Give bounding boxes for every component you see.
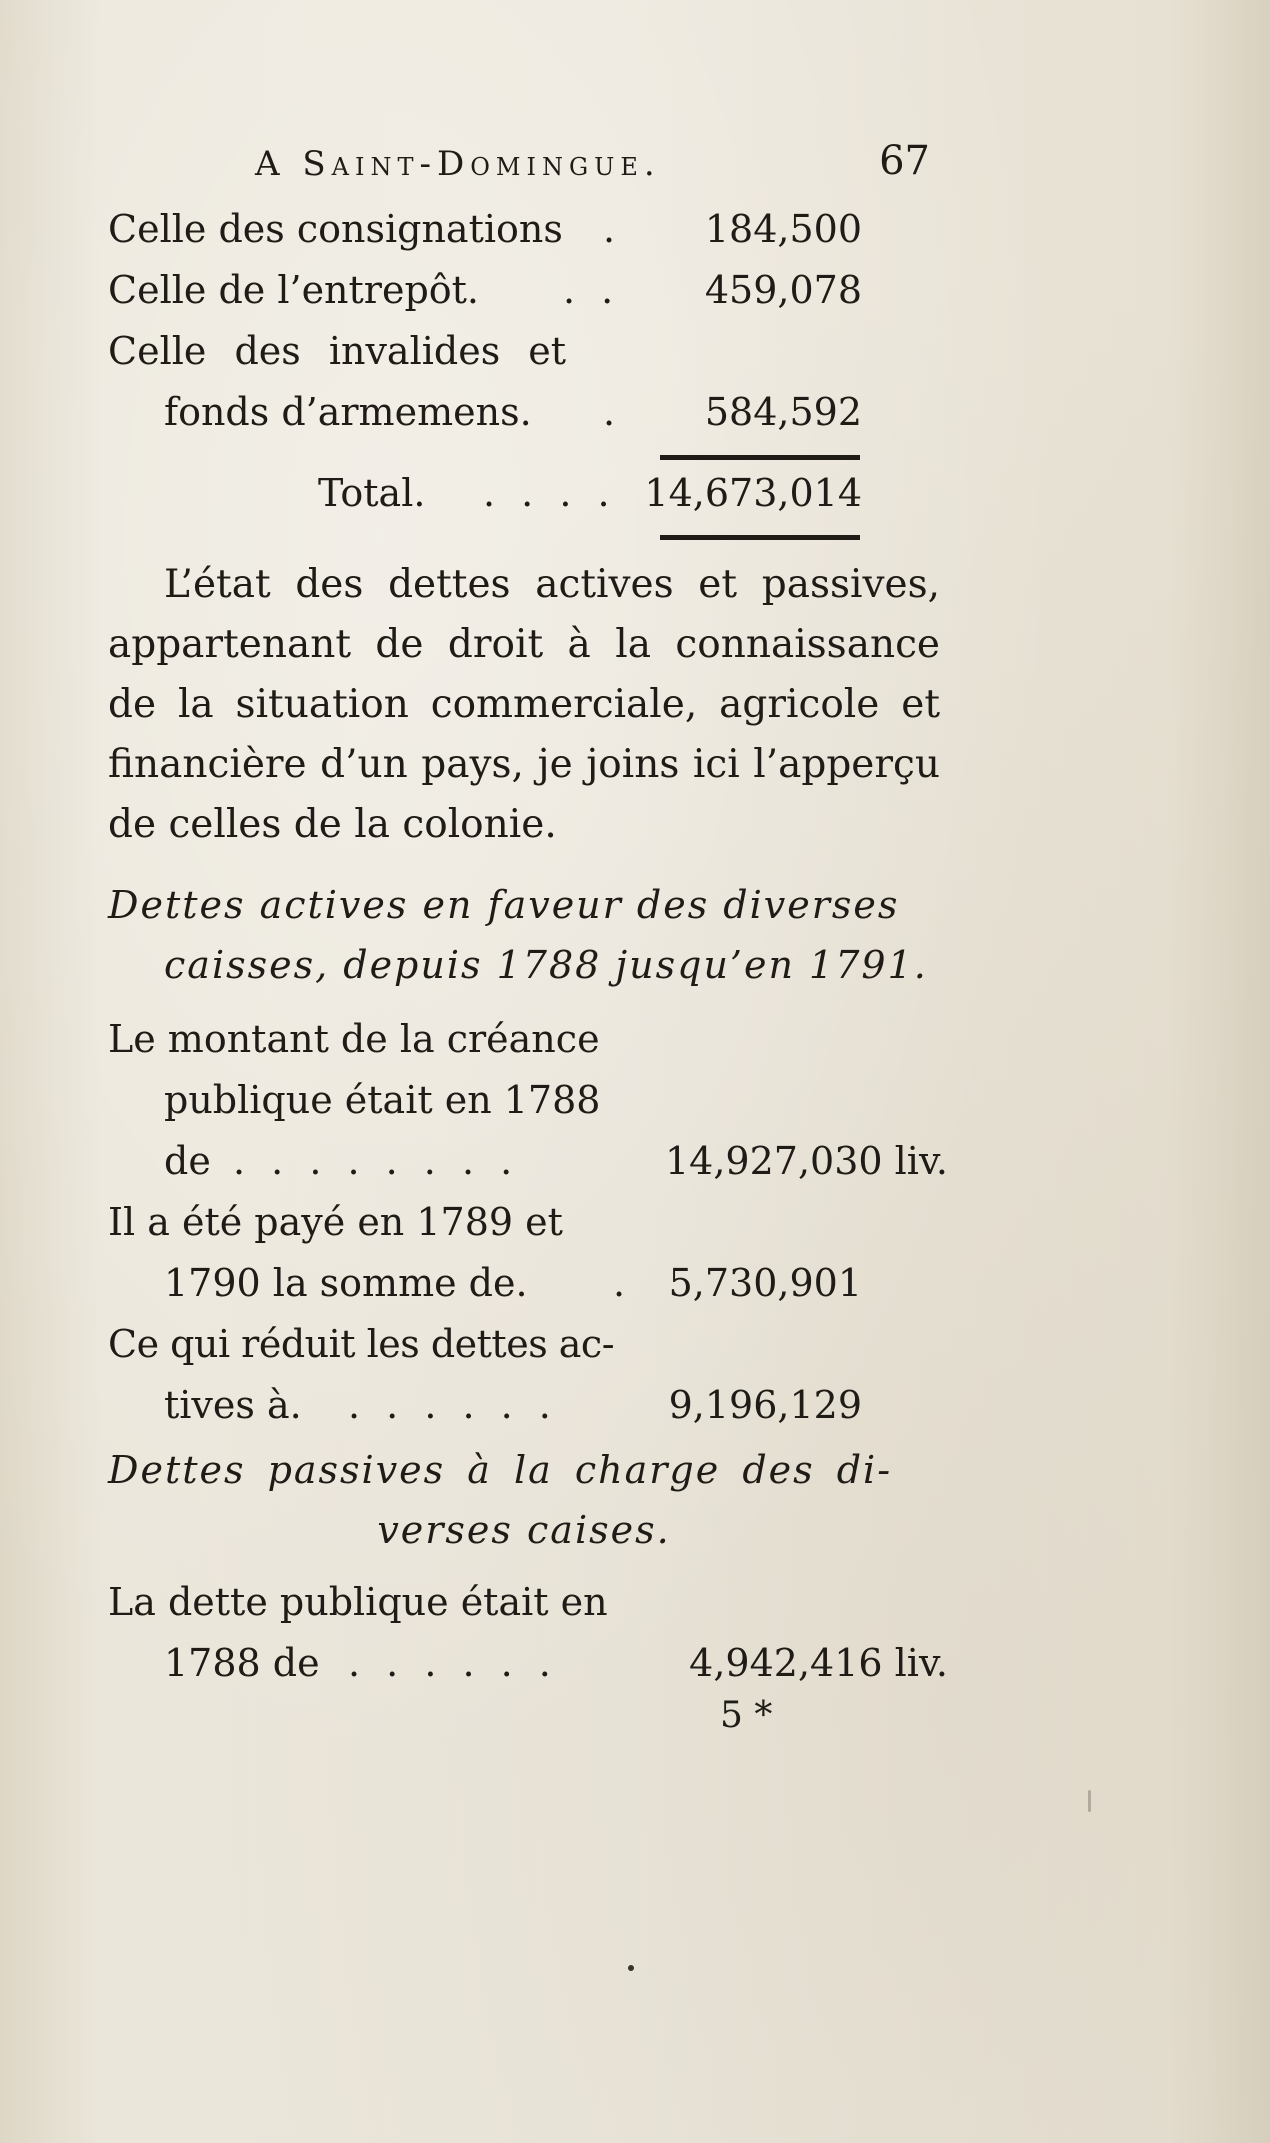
table-row	[108, 1573, 948, 1631]
row-label: Celle des consignations	[108, 207, 563, 251]
table-row	[108, 1315, 948, 1373]
row-label: Le montant de la créance	[108, 1017, 600, 1061]
total-leader-dots: . . . .	[483, 471, 617, 515]
actives-heading-line2: caisses, depuis 1788 jusqu’en 1791.	[164, 943, 928, 987]
row-label: Ce qui réduit les dettes ac-	[108, 1322, 615, 1366]
row-leader-dots: . . . . . .	[348, 1641, 558, 1685]
row-label: tives à.	[164, 1383, 302, 1427]
passives-heading	[108, 1440, 940, 1560]
page-header	[255, 138, 945, 188]
actives-heading-line1: Dettes actives en faveur des diverses	[108, 883, 900, 927]
total-row	[108, 464, 948, 522]
row-value: 584,592	[704, 390, 862, 434]
running-title: A Saint-Domingue.	[255, 144, 661, 184]
paper-speck	[628, 1965, 634, 1971]
table-row	[108, 1010, 948, 1068]
row-label: Il a été payé en 1789 et	[108, 1200, 563, 1244]
row-leader-dots: .	[603, 390, 623, 434]
table-row	[108, 322, 948, 380]
row-leader-dots: . . . . . .	[348, 1383, 558, 1427]
signature-mark: 5 *	[720, 1695, 773, 1736]
sum-rule-bottom	[660, 535, 860, 540]
row-label: publique était en 1788	[164, 1078, 601, 1122]
paragraph-text: L’état des dettes actives et passives, appartenant de droit à la connaissance de la situation commerciale, agricole et financière d’un pays, je joins ici l’apperçu de celles de la colonie.	[108, 562, 940, 847]
table-row	[108, 1254, 948, 1312]
row-label: fonds d’armemens.	[164, 390, 532, 434]
total-value: 14,673,014	[644, 471, 862, 515]
row-value: 459,078	[704, 268, 862, 312]
page-number: 67	[879, 138, 930, 184]
row-label: Celle de l’entrepôt.	[108, 268, 480, 312]
body-paragraph	[108, 555, 940, 855]
passives-heading-line2: verses caises.	[377, 1508, 671, 1552]
table-row	[108, 1071, 948, 1129]
table-row	[108, 1634, 948, 1692]
sum-rule-top	[660, 455, 860, 460]
row-label: de	[164, 1139, 211, 1183]
table-row	[108, 383, 948, 441]
row-value: 184,500	[704, 207, 862, 251]
row-label: 1788 de	[164, 1641, 320, 1685]
passives-heading-line1: Dettes passives à la charge des di-	[108, 1448, 893, 1492]
row-label: 1790 la somme de.	[164, 1261, 528, 1305]
row-value: 14,927,030 liv.	[665, 1139, 948, 1183]
row-label: Celle des invalides et	[108, 329, 567, 373]
table-row	[108, 1132, 948, 1190]
table-row	[108, 200, 948, 258]
paper-speck	[1088, 1790, 1091, 1812]
row-leader-dots: . . . . . . . .	[233, 1139, 520, 1183]
total-label: Total.	[318, 471, 426, 515]
row-value: 9,196,129	[668, 1383, 862, 1427]
row-leader-dots: . .	[563, 268, 621, 312]
row-label: La dette publique était en	[108, 1580, 608, 1624]
row-value: 4,942,416 liv.	[689, 1641, 948, 1685]
row-leader-dots: .	[613, 1261, 633, 1305]
table-row	[108, 1376, 948, 1434]
actives-heading	[108, 875, 940, 995]
row-value: 5,730,901	[668, 1261, 862, 1305]
row-leader-dots: .	[603, 207, 623, 251]
table-row	[108, 261, 948, 319]
table-row	[108, 1193, 948, 1251]
